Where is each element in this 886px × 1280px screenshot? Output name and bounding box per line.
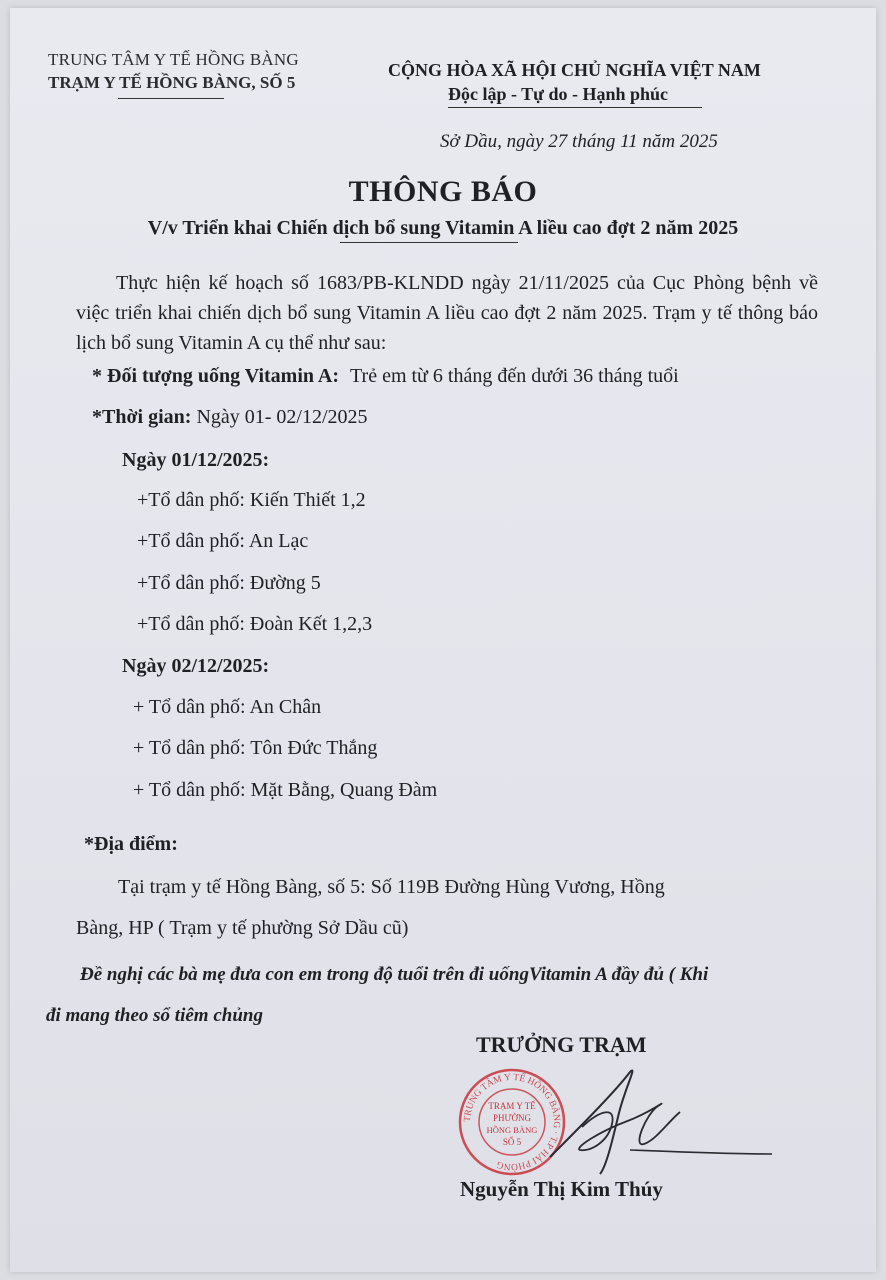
organization-underline — [118, 98, 224, 99]
request-line-1: Đề nghị các bà mẹ đưa con em trong độ tuổi trên đi uốngVitamin A đầy đủ ( Khi — [80, 964, 709, 985]
time-value: Ngày 01- 02/12/2025 — [196, 406, 368, 428]
target-label: * Đối tượng uống Vitamin A: — [92, 365, 340, 387]
time-line — [92, 406, 368, 429]
request-line-2: đi mang theo sổ tiêm chủng — [46, 1005, 263, 1026]
organization-name: TRẠM Y TẾ HỒNG BÀNG, SỐ 5 — [48, 73, 296, 92]
document-title: THÔNG BÁO — [348, 175, 538, 208]
place-date: Sở Dầu, ngày 27 tháng 11 năm 2025 — [440, 131, 718, 152]
stamp-line: SỐ 5 — [502, 1137, 522, 1147]
location-line-1: Tại trạm y tế Hồng Bàng, số 5: Số 119B Đường Hùng Vương, Hồng — [118, 876, 665, 898]
schedule-item: + Tổ dân phố: An Chân — [133, 696, 322, 718]
stamp-line: HỒNG BÀNG — [486, 1125, 538, 1135]
schedule-item: + Tổ dân phố: Tôn Đức Thắng — [133, 737, 378, 759]
stamp-line: PHƯỜNG — [493, 1113, 531, 1123]
organization-parent: TRUNG TÂM Y TẾ HỒNG BÀNG — [48, 50, 299, 69]
location-label: *Địa điểm: — [84, 833, 178, 855]
time-label: *Thời gian: — [92, 406, 192, 428]
schedule-item: +Tổ dân phố: Kiến Thiết 1,2 — [137, 489, 366, 511]
national-motto: Độc lập - Tự do - Hạnh phúc — [448, 84, 669, 104]
signatory-role: TRƯỞNG TRẠM — [476, 1032, 647, 1057]
national-title: CỘNG HÒA XÃ HỘI CHỦ NGHĨA VIỆT NAM — [388, 60, 761, 80]
schedule-item: + Tổ dân phố: Mặt Bằng, Quang Đàm — [133, 779, 438, 801]
stamp-ring-text: TRUNG TÂM Y TẾ HỒNG BÀNG · T.P HẢI PHÒNG — [462, 1072, 562, 1172]
schedule-day-1: Ngày 01/12/2025: — [122, 449, 270, 471]
intro-paragraph: Thực hiện kế hoạch số 1683/PB-KLNDD ngày 21/11/2025 của Cục Phòng bệnh về việc triển khai chiến dịch bổ sung Vitamin A liều cao đợt 2 năm 2025. Trạm y tế thông báo lịch bổ sung Vitamin A cụ thể như sau: — [76, 272, 818, 354]
document-subtitle: V/v Triển khai Chiến dịch bổ sung Vitamin A liều cao đợt 2 năm 2025 — [147, 217, 739, 239]
stamp-line: TRẠM Y TẾ — [488, 1101, 536, 1111]
signatory-name: Nguyễn Thị Kim Thúy — [460, 1177, 663, 1201]
target-value: Trẻ em từ 6 tháng đến dưới 36 tháng tuổi — [350, 365, 679, 387]
schedule-item: +Tổ dân phố: Đoàn Kết 1,2,3 — [137, 613, 373, 635]
motto-underline — [448, 107, 702, 108]
schedule-day-2: Ngày 02/12/2025: — [122, 655, 270, 677]
target-line — [92, 365, 679, 388]
location-line-2: Bàng, HP ( Trạm y tế phường Sở Dầu cũ) — [76, 917, 409, 939]
subtitle-underline — [340, 242, 518, 243]
schedule-item: +Tổ dân phố: Đường 5 — [137, 572, 321, 594]
schedule-item: +Tổ dân phố: An Lạc — [137, 530, 309, 552]
handwritten-signature — [520, 1062, 790, 1182]
